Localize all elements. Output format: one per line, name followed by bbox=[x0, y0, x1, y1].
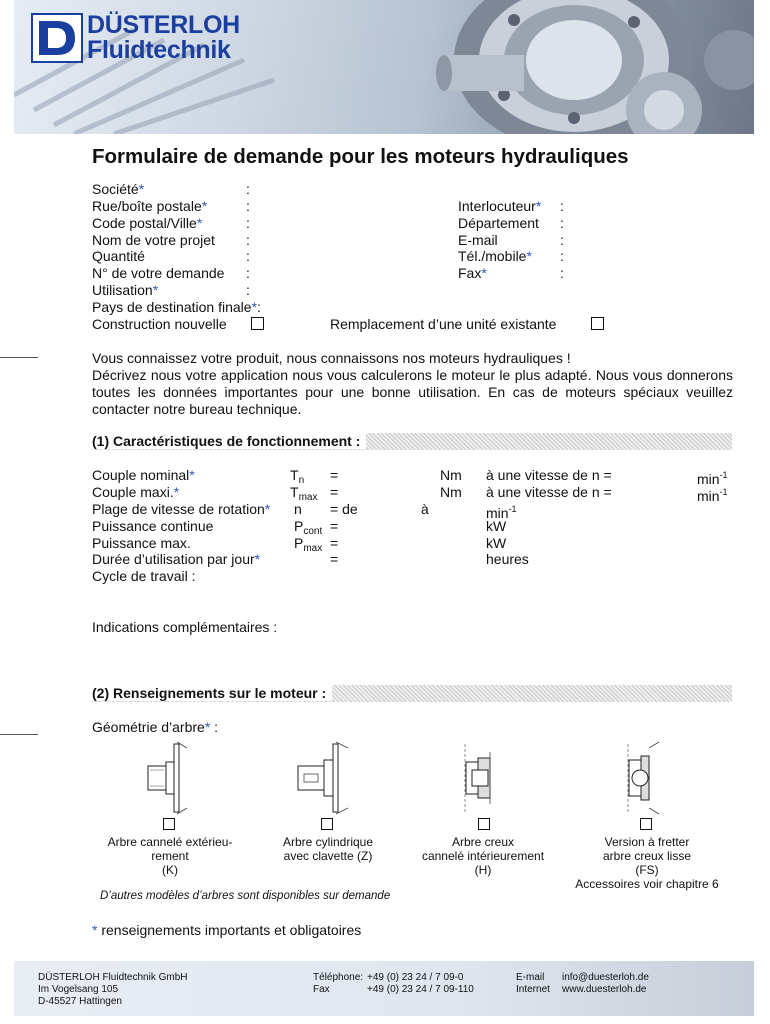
eq: = bbox=[330, 551, 339, 567]
colon: : bbox=[560, 232, 564, 248]
colon: : bbox=[246, 248, 250, 264]
shaft-k-drawing bbox=[130, 738, 210, 818]
remplacement-label: Remplacement d’une unité existante bbox=[330, 316, 557, 332]
n-symbol: n bbox=[294, 501, 302, 517]
eq: = bbox=[330, 484, 339, 500]
colon: : bbox=[560, 248, 564, 264]
company-logo bbox=[31, 13, 240, 63]
logo-line1: DÜSTERLOH bbox=[87, 11, 240, 39]
shaft-h-caption: Arbre creux cannelé intérieurement (H) bbox=[421, 835, 545, 877]
eq: = bbox=[330, 518, 339, 534]
unit-kw: kW bbox=[486, 535, 507, 551]
fold-mark bbox=[0, 357, 38, 358]
field-departement[interactable]: Département bbox=[458, 215, 539, 231]
colon: : bbox=[560, 198, 564, 214]
p-cont-symbol: $P_{cont}$ bbox=[294, 518, 323, 537]
footer-phone-values: +49 (0) 23 24 / 7 09-0 +49 (0) 23 24 / 7 09-110 bbox=[367, 972, 474, 995]
footer-website-link[interactable]: www.duesterloh.de bbox=[562, 984, 647, 995]
fold-mark bbox=[0, 734, 38, 735]
field-code-postal[interactable]: Code postal/Ville* bbox=[92, 215, 203, 231]
couple-maxi-label: Couple maxi.* bbox=[92, 484, 180, 500]
vitesse-label: à une vitesse de n = bbox=[486, 467, 612, 483]
footer-email-link[interactable]: info@duesterloh.de bbox=[562, 972, 649, 983]
colon: : bbox=[246, 181, 250, 197]
construction-nouvelle-label: Construction nouvelle bbox=[92, 316, 227, 332]
a-label: à bbox=[421, 501, 429, 517]
field-utilisation[interactable]: Utilisation* bbox=[92, 282, 159, 298]
intro-line1: Vous connaissez votre produit, nous connaissons nos moteurs hydrauliques ! bbox=[92, 350, 571, 366]
intro-paragraph: Décrivez nous votre application nous vous calculerons le moteur le plus adapté. Nous vous donnerons toutes les données importantes pour une bonne utilisation. En cas de moteurs spéciaux veuillez contacter notre bureau technique. bbox=[92, 367, 733, 417]
section1-bar bbox=[92, 433, 732, 450]
couple-nominal-label: Couple nominal* bbox=[92, 467, 195, 483]
shaft-h-checkbox[interactable] bbox=[478, 818, 490, 830]
section2-bar bbox=[92, 685, 732, 702]
shaft-h-drawing bbox=[450, 738, 530, 818]
duesterloh-d-logo-icon bbox=[31, 13, 83, 63]
remplacement-checkbox[interactable] bbox=[591, 317, 604, 330]
duree-label: Durée d’utilisation par jour* bbox=[92, 551, 261, 567]
logo-line2: Fluidtechnik bbox=[87, 36, 231, 64]
shaft-z-checkbox[interactable] bbox=[321, 818, 333, 830]
colon: : bbox=[246, 265, 250, 281]
cycle-label: Cycle de travail : bbox=[92, 568, 196, 584]
footer-web-values bbox=[562, 972, 649, 996]
colon: : bbox=[246, 282, 250, 298]
unit-kw: kW bbox=[486, 518, 507, 534]
colon: : bbox=[560, 265, 564, 281]
eq-de: = de bbox=[330, 501, 358, 517]
plage-vitesse-label: Plage de vitesse de rotation* bbox=[92, 501, 271, 517]
field-telephone[interactable]: Tél./mobile* bbox=[458, 248, 532, 264]
puissance-max-label: Puissance max. bbox=[92, 535, 191, 551]
shaft-z-drawing bbox=[286, 738, 366, 818]
footer-company: DÜSTERLOH Fluidtechnik GmbH Im Vogelsang 105 D-45527 Hattingen bbox=[38, 972, 188, 1007]
shaft-note: D’autres modèles d’arbres sont disponibles sur demande bbox=[100, 890, 391, 902]
field-quantite[interactable]: Quantité bbox=[92, 248, 145, 264]
unit-heures: heures bbox=[486, 551, 529, 567]
vitesse-label: à une vitesse de n = bbox=[486, 484, 612, 500]
colon: : bbox=[246, 232, 250, 248]
shaft-z-caption: Arbre cylindrique avec clavette (Z) bbox=[282, 835, 374, 863]
geometrie-label: Géométrie d’arbre* : bbox=[92, 719, 219, 735]
field-rue[interactable]: Rue/boîte postale* bbox=[92, 198, 208, 214]
t-max-symbol: $T_{max}$ bbox=[290, 484, 318, 503]
p-max-symbol: $P_{max}$ bbox=[294, 535, 323, 554]
t-n-symbol: $T_n$ bbox=[290, 467, 305, 486]
footer-phone-labels: Téléphone: Fax bbox=[313, 972, 364, 995]
shaft-fs-checkbox[interactable] bbox=[640, 818, 652, 830]
unit-min: $\min^{-1}$ bbox=[697, 470, 728, 487]
required-footnote: * renseignements importants et obligatoires bbox=[92, 922, 362, 938]
shaft-k-caption: Arbre cannelé extérieu- rement (K) bbox=[107, 835, 233, 877]
shaft-fs-drawing bbox=[612, 738, 692, 818]
unit-nm: Nm bbox=[440, 467, 462, 483]
shaft-fs-caption: Version à fretter arbre creux lisse (FS) Accessoires voir chapitre 6 bbox=[575, 835, 719, 891]
colon: : bbox=[246, 198, 250, 214]
field-projet[interactable]: Nom de votre projet bbox=[92, 232, 215, 248]
field-email[interactable]: E-mail bbox=[458, 232, 498, 248]
indications-label: Indications complémentaires : bbox=[92, 619, 278, 635]
unit-nm: Nm bbox=[440, 484, 462, 500]
field-societe[interactable]: Société* bbox=[92, 181, 145, 197]
field-numero-demande[interactable]: N° de votre demande bbox=[92, 265, 225, 281]
shaft-k-checkbox[interactable] bbox=[163, 818, 175, 830]
colon: : bbox=[560, 215, 564, 231]
footer-web-labels: E-mail Internet bbox=[516, 972, 550, 995]
eq: = bbox=[330, 467, 339, 483]
unit-min: $\min^{-1}$ bbox=[697, 487, 728, 504]
section2-title: (2) Renseignements sur le moteur : bbox=[92, 685, 332, 701]
page-title: Formulaire de demande pour les moteurs hydrauliques bbox=[92, 145, 629, 168]
colon: : bbox=[246, 215, 250, 231]
section1-title: (1) Caractéristiques de fonctionnement : bbox=[92, 433, 366, 449]
field-interlocuteur[interactable]: Interlocuteur* bbox=[458, 198, 542, 214]
field-fax[interactable]: Fax* bbox=[458, 265, 487, 281]
eq: = bbox=[330, 535, 339, 551]
construction-nouvelle-checkbox[interactable] bbox=[251, 317, 264, 330]
unit-min: $\min^{-1}$ bbox=[486, 504, 517, 521]
field-pays-destination[interactable]: Pays de destination finale*: bbox=[92, 299, 261, 315]
puissance-continue-label: Puissance continue bbox=[92, 518, 214, 534]
header-banner bbox=[14, 0, 754, 134]
